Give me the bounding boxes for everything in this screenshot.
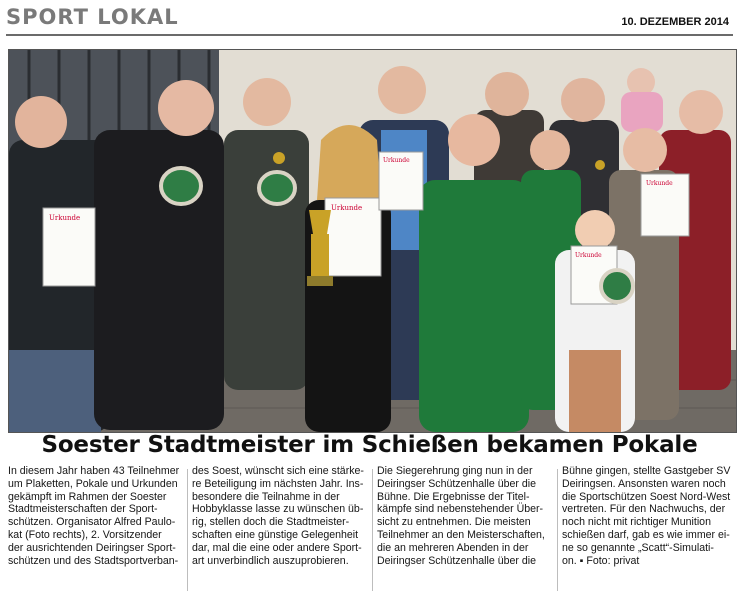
text-line: kämpfe sind nebenstehender Über- xyxy=(377,503,544,516)
text-line: Stadtmeisterschaften der Sport- xyxy=(8,503,158,516)
text-line: schützen und des Stadtsportverban- xyxy=(8,554,179,567)
text-line: vertreten. Für den Nachwuchs, der xyxy=(562,503,726,516)
text-line: besondere die Teilnahme in der xyxy=(192,490,340,503)
text-line: um Plaketten, Pokale und Urkunden xyxy=(8,477,178,490)
headline: Soester Stadtmeister im Schießen bekamen Pokale xyxy=(41,432,698,458)
text-line: dar, mal die eine oder andere Sport- xyxy=(192,541,362,554)
certificate-heading: Urkunde xyxy=(331,204,363,212)
text-line: schützen. Organisator Alfred Paulo- xyxy=(8,516,176,529)
article-column-2 xyxy=(192,465,364,567)
text-line: noch nicht mit richtiger Munition xyxy=(562,516,711,529)
text-line: Deiringsen. Ansonsten waren noch xyxy=(562,477,726,490)
column-rule xyxy=(372,469,373,591)
text-line: Deiringser Schützenhalle über die xyxy=(377,554,536,567)
person xyxy=(94,80,224,430)
text-line: schaften eine günstige Gelegenheit xyxy=(192,528,359,541)
text-line: Die Siegerehrung ging nun in der xyxy=(377,465,533,477)
certificate-heading: Urkunde xyxy=(646,180,673,187)
text-line: In diesem Jahr haben 43 Teilnehmer xyxy=(8,465,180,477)
text-line: ne so genannte „Scatt“-Simulati- xyxy=(562,541,714,554)
text-line: art unverbindlich auszuprobieren. xyxy=(192,554,349,567)
medal xyxy=(595,160,605,170)
group-photo xyxy=(8,49,737,433)
article-column-3 xyxy=(377,465,549,567)
article-body xyxy=(8,465,735,593)
plaque xyxy=(259,172,295,204)
column-rule xyxy=(557,469,558,591)
text-line: des Soest, wünscht sich eine stärke- xyxy=(192,465,364,477)
photo-illustration xyxy=(9,50,736,432)
text-line: sicht zu entnehmen. Die meisten xyxy=(377,516,531,529)
text-line: Teilnehmer an den Meisterschaften, xyxy=(377,528,545,541)
text-line: Deiringser Schützenhalle über die xyxy=(377,477,536,490)
plaque xyxy=(601,270,633,302)
text-line: rig, stellen doch die Stadtmeister- xyxy=(192,516,350,529)
text-line: der ausrichtenden Deiringser Sport- xyxy=(8,541,176,554)
certificate xyxy=(379,152,423,210)
certificate xyxy=(641,174,689,236)
text-line: Hobbyklasse lasse zu wünschen üb- xyxy=(192,503,364,516)
text-line: die an mehreren Abenden in der xyxy=(377,541,529,554)
medal xyxy=(273,152,285,164)
article-column-1 xyxy=(8,465,180,567)
issue-date: 10. DEZEMBER 2014 xyxy=(621,16,729,28)
certificate xyxy=(43,208,95,286)
column-rule xyxy=(187,469,188,591)
text-line: gekämpft im Rahmen der Soester xyxy=(8,490,167,503)
text-line: Bühne gingen, stellte Gastgeber SV xyxy=(562,465,731,477)
masthead xyxy=(6,4,733,36)
text-line: re Beteiligung im nächsten Jahr. Ins- xyxy=(192,477,364,490)
text-line: schießen darf, gab es wie immer ei- xyxy=(562,528,730,541)
text-line: Bühne. Die Ergebnisse der Titel- xyxy=(377,490,530,503)
text-line: die Sportschützen Soest Nord-West xyxy=(562,490,731,503)
text-line: on. ▪ Foto: privat xyxy=(562,554,640,567)
certificate-heading: Urkunde xyxy=(575,252,602,259)
certificate xyxy=(325,198,381,276)
text-line: kat (Foto rechts), 2. Vorsitzender xyxy=(8,528,162,541)
section-title: SPORT LOKAL xyxy=(6,5,179,29)
plaque xyxy=(161,168,201,204)
article-column-4 xyxy=(562,465,734,567)
certificate-heading: Urkunde xyxy=(383,157,410,164)
certificate-heading: Urkunde xyxy=(49,214,81,222)
